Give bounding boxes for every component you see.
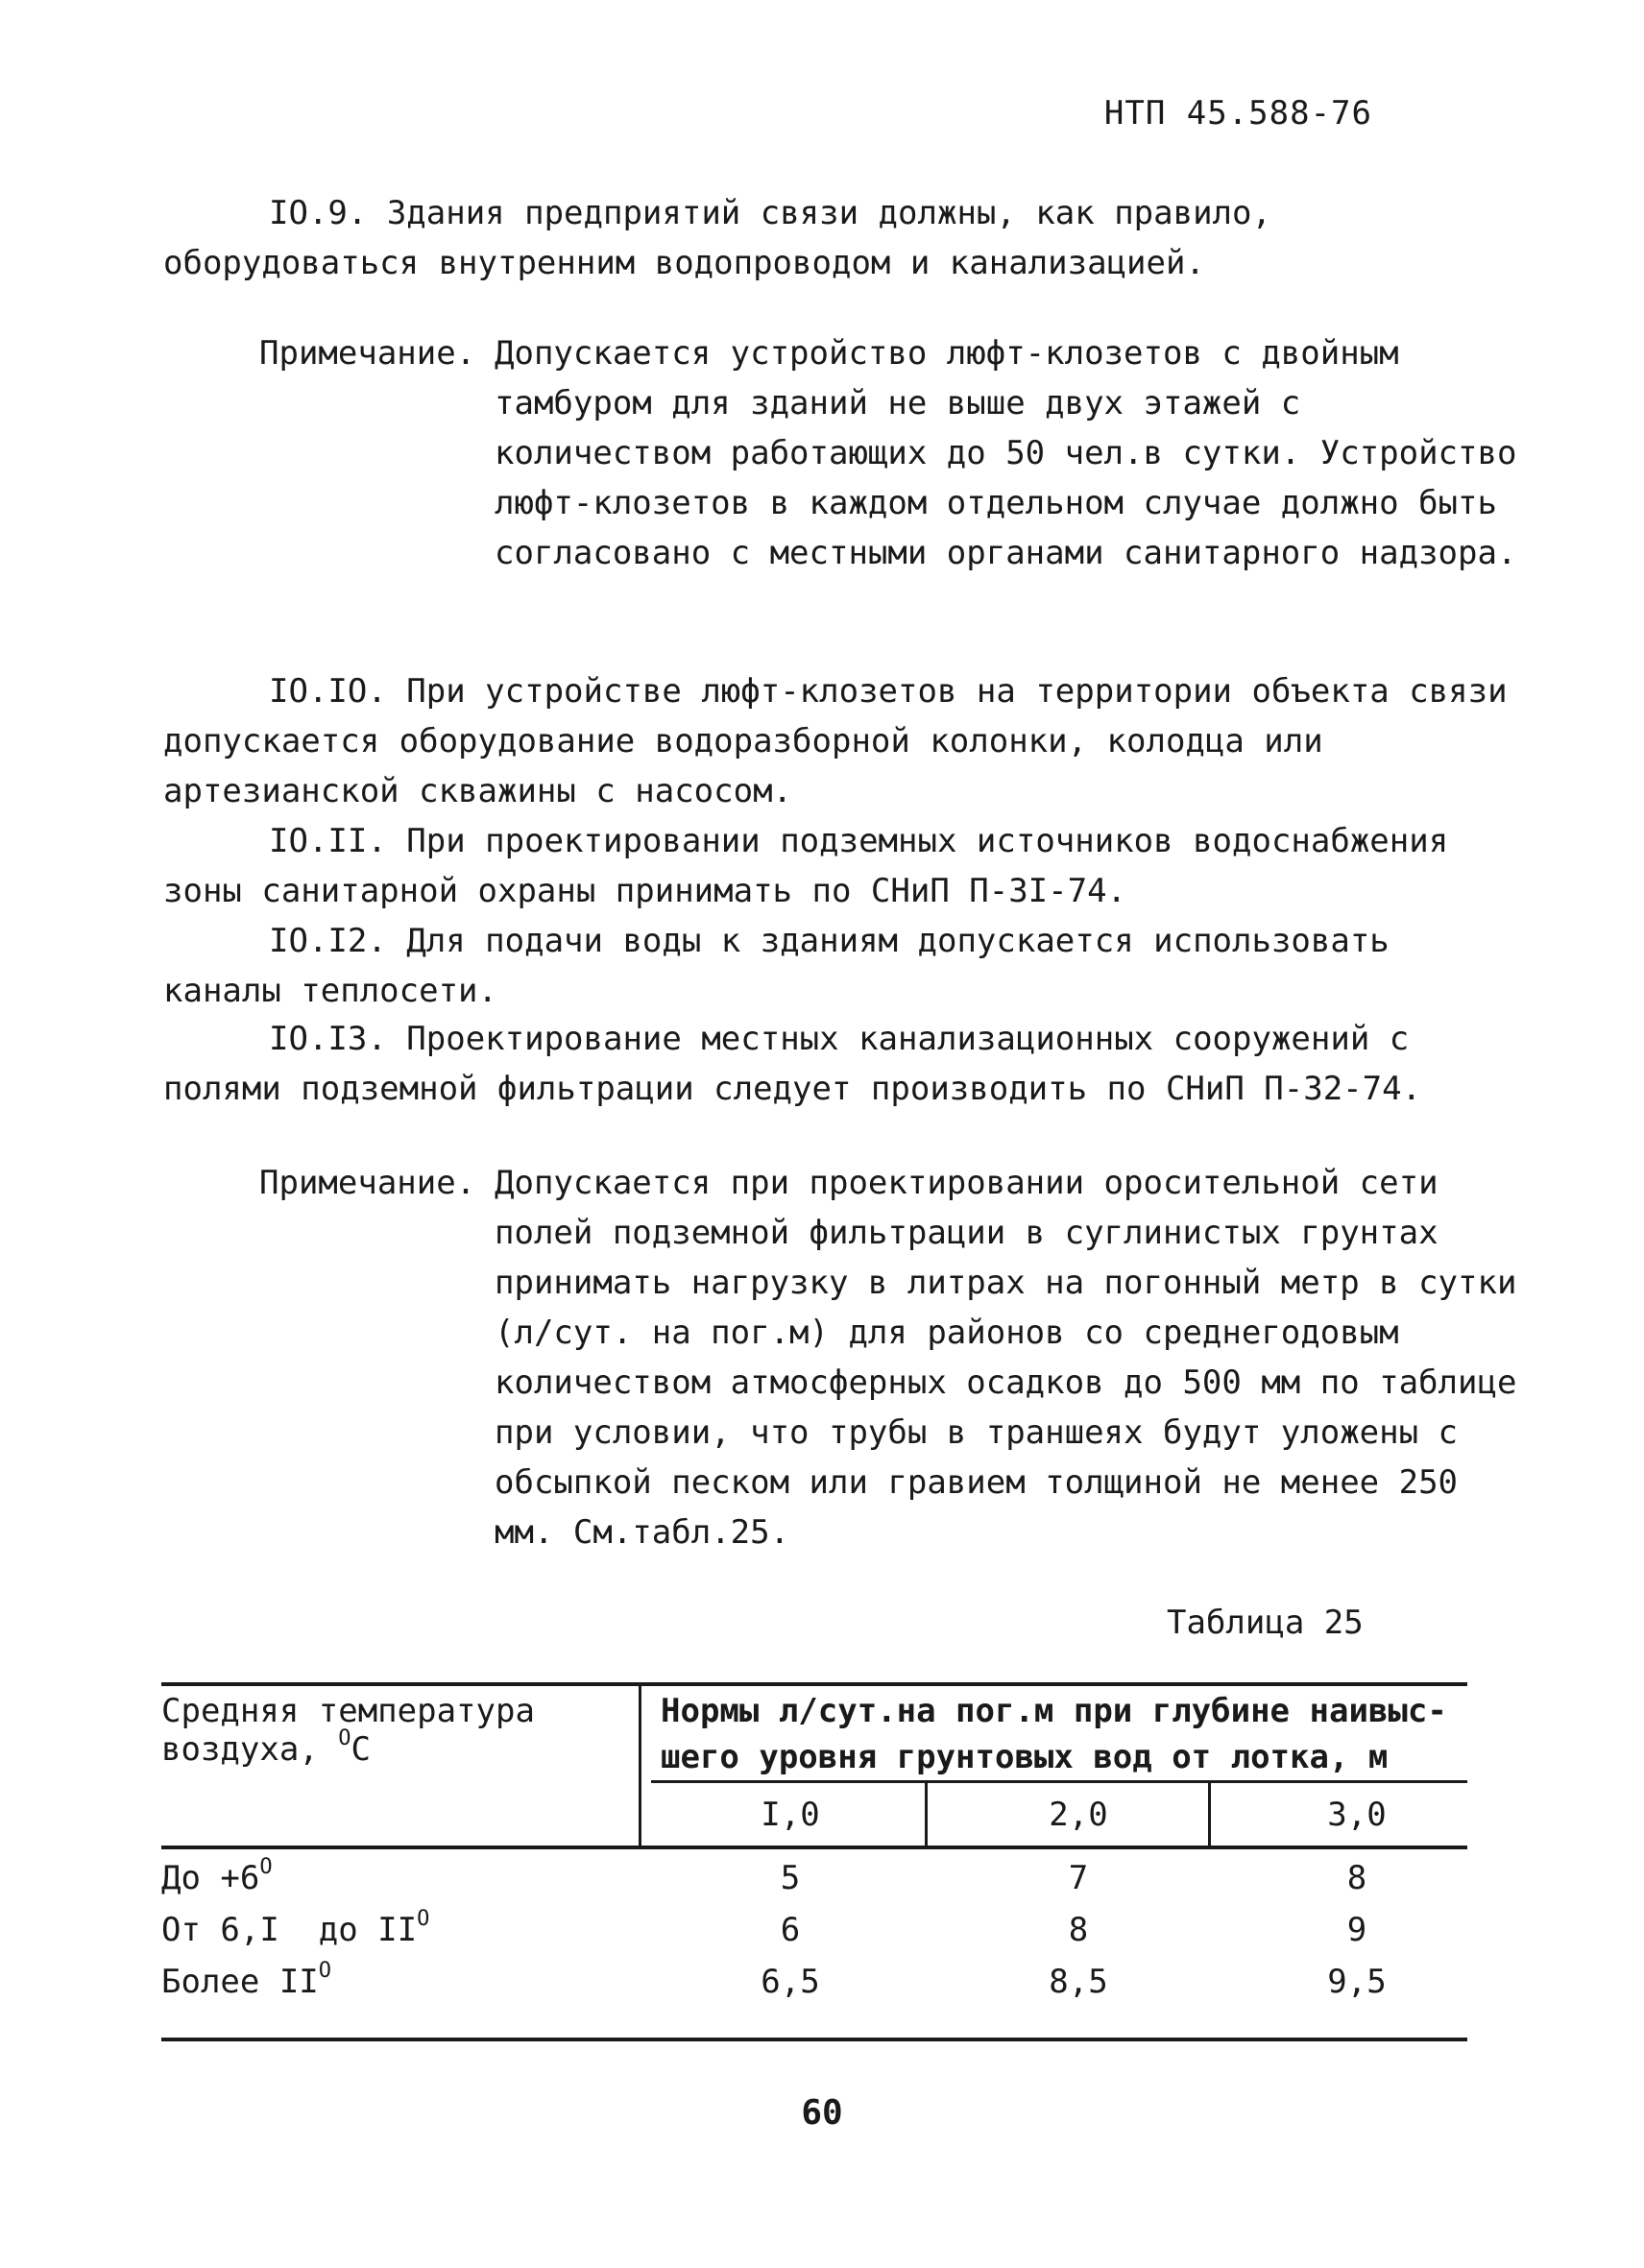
depth-divider-1 bbox=[925, 1782, 928, 1846]
group-header bbox=[661, 1688, 1447, 1780]
table-caption: Таблица 25 bbox=[1167, 1604, 1364, 1642]
table-cell: 5 bbox=[780, 1859, 801, 1897]
data-table bbox=[161, 1682, 1467, 2047]
table-row-label: Более $II^О$ bbox=[161, 1959, 332, 2001]
group-header-line1: Нормы л/сут.на пог.м при глубине наивыс- bbox=[661, 1692, 1447, 1730]
note-2-label: Примечание. bbox=[259, 1164, 476, 1202]
table-bottom-rule bbox=[161, 2038, 1467, 2041]
table-cell: 7 bbox=[1068, 1859, 1089, 1897]
header-divider bbox=[639, 1686, 641, 1847]
section-10-13-text: IO.I3. Проектирование местных канализационных сооружений с полями подземной фильтрации следует производить по СНиП П-32-74. bbox=[163, 1020, 1422, 1108]
section-10-10-text: IO.IO. При устройстве люфт-клозетов на территории объекта связи допускается оборудование водоразборной колонки, колодца или артезианской скважины с насосом. bbox=[163, 672, 1508, 810]
col-temperature-header-line2: воздуха, $^О$С bbox=[161, 1726, 371, 1769]
section-10-10 bbox=[163, 666, 1508, 816]
table-cell: 8,5 bbox=[1049, 1963, 1108, 2001]
document-code: НТП 45.588-76 bbox=[1103, 94, 1372, 133]
note-2 bbox=[259, 1158, 1527, 1557]
table-cell: 8 bbox=[1346, 1859, 1367, 1897]
section-10-12 bbox=[163, 916, 1508, 1016]
section-10-11 bbox=[163, 816, 1508, 916]
depth-header-1: I,0 bbox=[761, 1796, 820, 1834]
table-row-label: От 6,I до $II^О$ bbox=[161, 1907, 430, 1949]
table-cell: 9,5 bbox=[1327, 1963, 1387, 2001]
note-2-text: Допускается при проектировании оросительной сети полей подземной фильтрации в суглинистых грунтах принимать нагрузку в литрах на погонный метр в сутки (л/сут. на пог.м) для районов со среднегодовым количеством атмосферных осадков до 500 мм по таблице при условии, что трубы в траншеях будут уложены с обсыпкой песком или гравием толщиной не менее 250 мм. См.табл.25. bbox=[495, 1164, 1517, 1552]
section-10-11-text: IO.II. При проектировании подземных источников водоснабжения зоны санитарной охраны принимать по СНиП П-3I-74. bbox=[163, 822, 1449, 910]
page-number: 60 bbox=[801, 2093, 843, 2133]
section-10-13 bbox=[163, 1014, 1508, 1114]
note-1-text: Допускается устройство люфт-клозетов с двойным тамбуром для зданий не выше двух этажей с количеством работающих до 50 чел.в сутки. Устройство люфт-клозетов в каждом отдельном случае должно быть согласовано с местными органами санитарного надзора. bbox=[495, 334, 1517, 572]
table-cell: 8 bbox=[1068, 1911, 1089, 1949]
group-header-rule bbox=[651, 1780, 1467, 1783]
group-header-line2: шего уровня грунтовых вод от лотка, м bbox=[661, 1738, 1389, 1776]
table-top-rule bbox=[161, 1682, 1467, 1686]
table-row-label: До $+6^О$ bbox=[161, 1855, 273, 1897]
table-cell: 6 bbox=[780, 1911, 801, 1949]
depth-header-2: 2,0 bbox=[1049, 1796, 1108, 1834]
table-cell: 9 bbox=[1346, 1911, 1367, 1949]
depth-divider-2 bbox=[1208, 1782, 1211, 1846]
table-cell: 6,5 bbox=[761, 1963, 820, 2001]
section-10-12-text: IO.I2. Для подачи воды к зданиям допускается использовать каналы теплосети. bbox=[163, 922, 1390, 1010]
depth-header-3: 3,0 bbox=[1327, 1796, 1387, 1834]
note-1 bbox=[259, 328, 1527, 578]
note-1-label: Примечание. bbox=[259, 334, 476, 373]
header-bottom-rule bbox=[161, 1846, 1467, 1849]
section-10-9-text: IO.9. Здания предприятий связи должны, как правило, оборудоваться внутренним водопроводом и канализацией. bbox=[163, 194, 1271, 282]
col-temperature-header bbox=[161, 1692, 535, 1769]
col-temperature-header-line1: Средняя температура bbox=[161, 1692, 535, 1730]
section-10-9 bbox=[163, 188, 1508, 288]
